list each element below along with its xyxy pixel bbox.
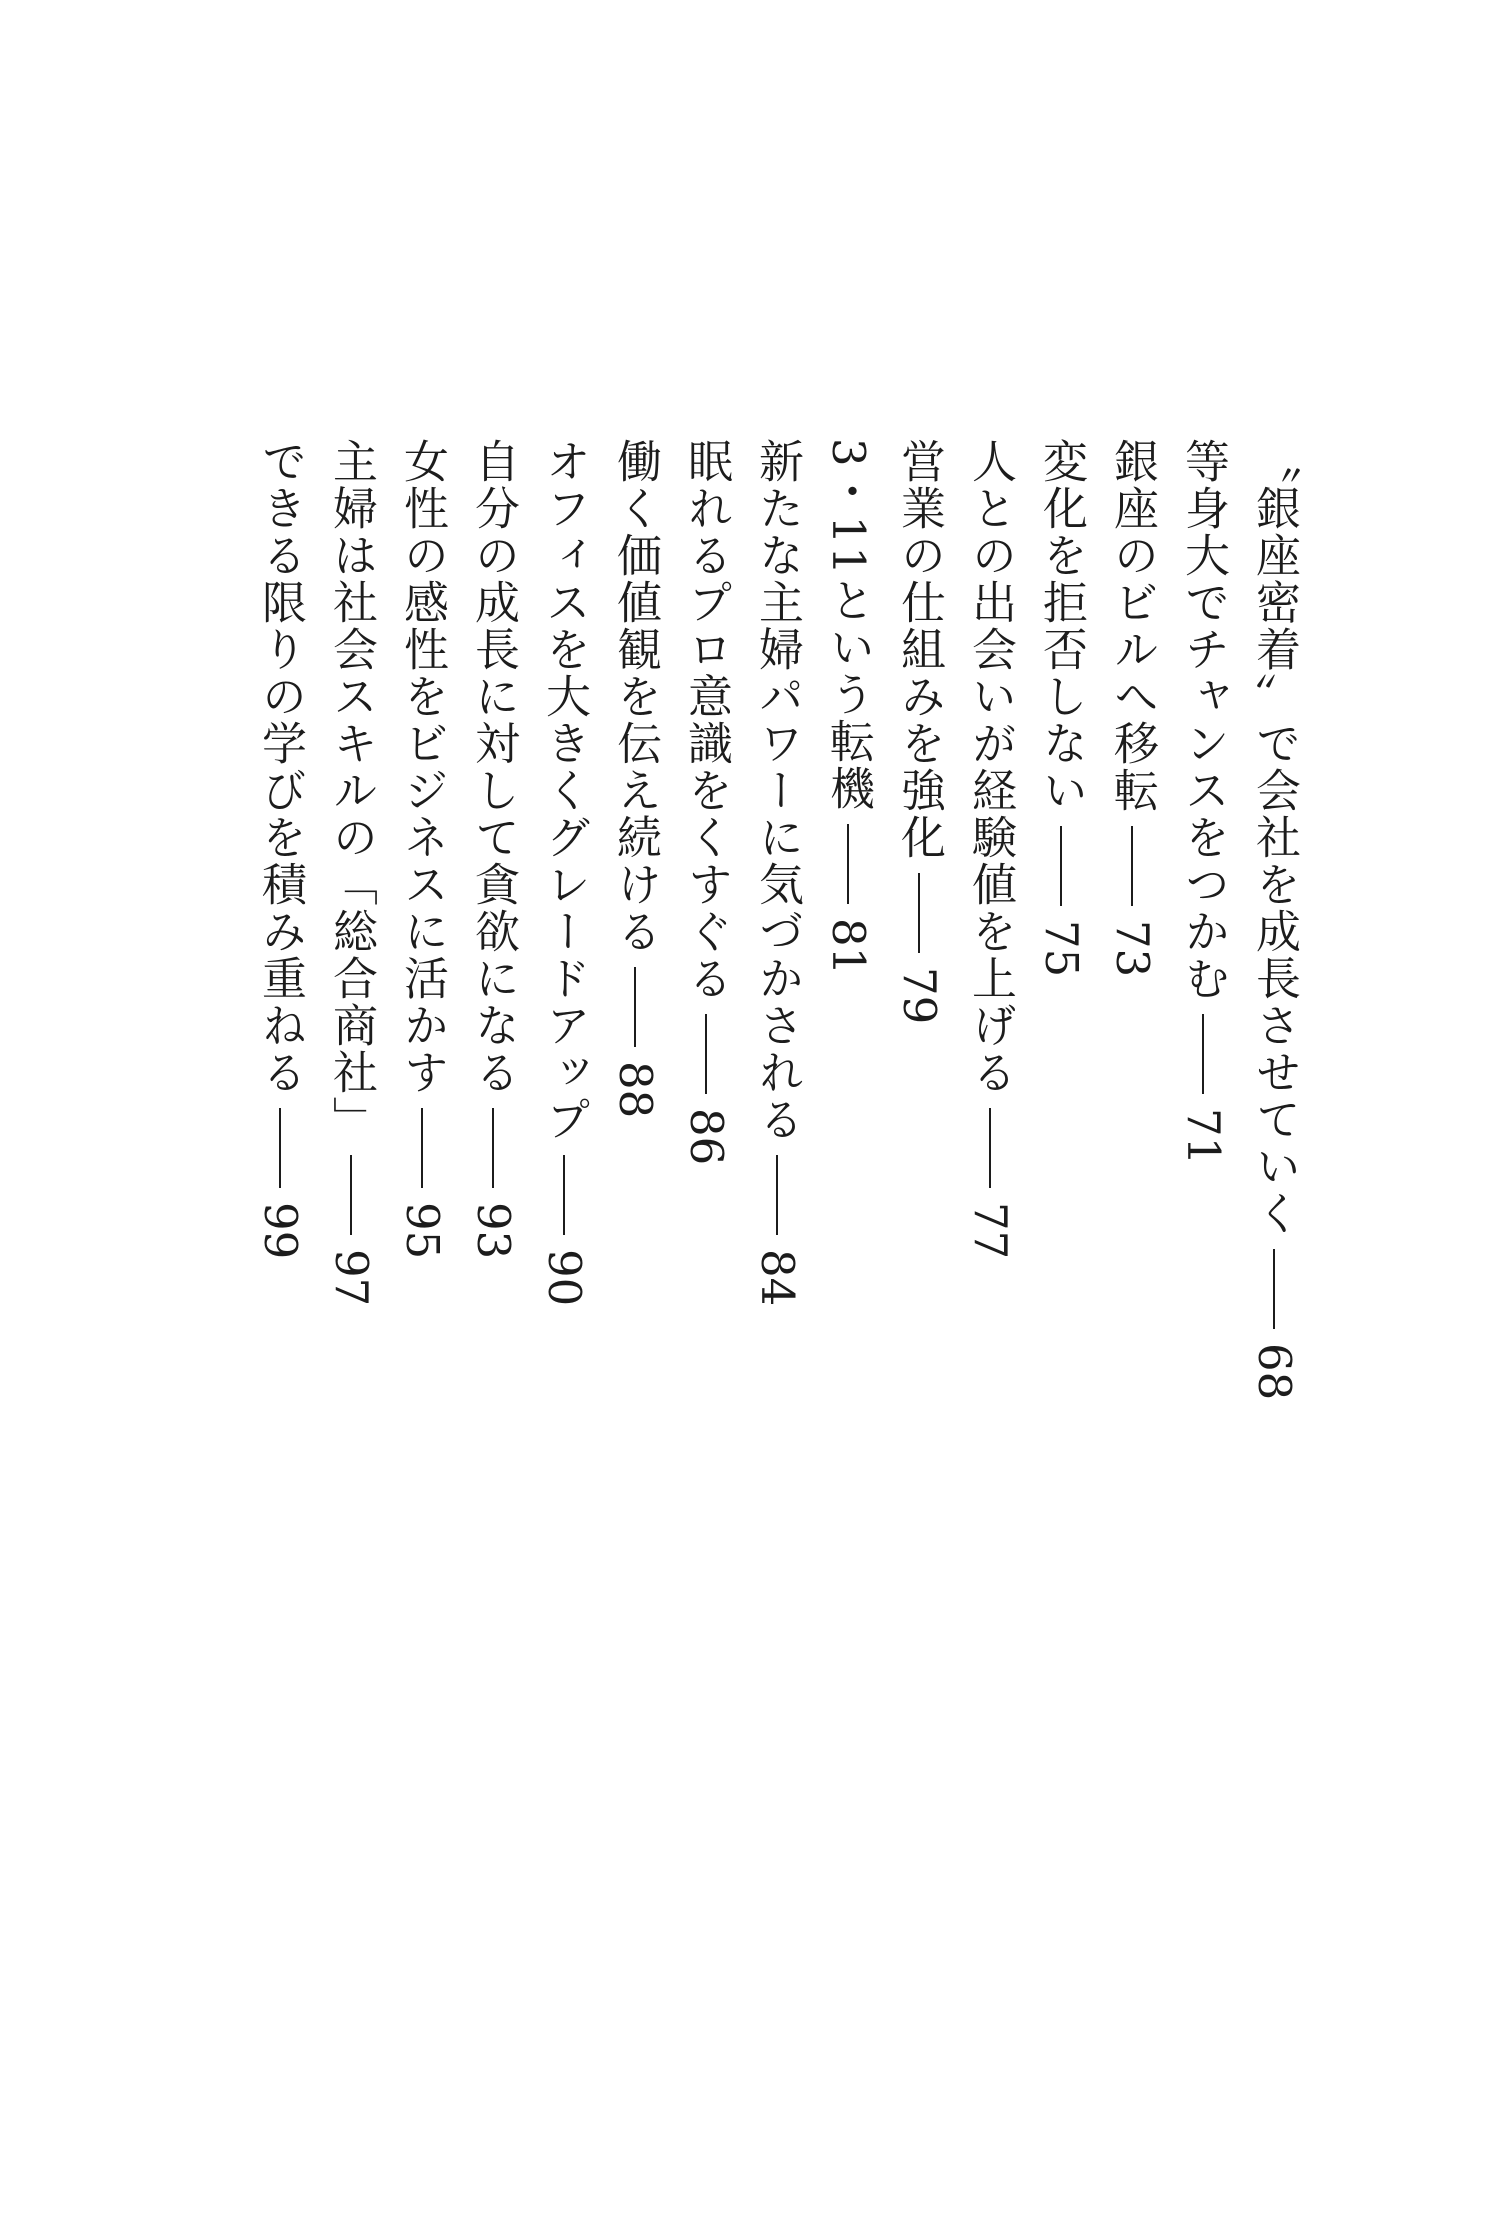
leader-dash [918,873,920,953]
leader-dash [989,1108,991,1188]
toc-entry-page: 77 [964,1202,1017,1260]
toc-entry-page: 73 [1106,920,1159,978]
toc-entry [893,438,946,1400]
leader-dash [634,967,636,1047]
leader-dash [1202,1014,1204,1094]
toc-entry-page: 93 [467,1202,520,1260]
toc-entry-title: できる限りの学びを積み重ねる [254,438,307,1096]
toc-entry-page: 88 [609,1061,662,1119]
toc-entry-title: 変化を拒否しない [1035,438,1088,814]
toc-entry-page: 90 [538,1249,591,1307]
toc-entry-page: 71 [1177,1108,1230,1166]
toc-entry [538,438,591,1400]
toc-entry-page: 75 [1035,920,1088,978]
toc-entry [325,438,378,1400]
toc-entry [680,438,733,1400]
toc-entry-title: 自分の成長に対して貪欲になる [467,438,520,1096]
leader-dash [776,1155,778,1235]
toc-entry-title: オフィスを大きくグレードアップ [538,438,591,1143]
leader-dash [492,1108,494,1188]
toc-entry [1035,438,1088,1400]
toc-entry-page: 95 [396,1202,449,1260]
toc-entry-title: 〝銀座密着〟で会社を成長させていく [1248,438,1301,1237]
toc-entry [396,438,449,1400]
toc-entry [751,438,804,1400]
toc-entry-title: 女性の感性をビジネスに活かす [396,438,449,1096]
toc-entry-page: 86 [680,1108,733,1166]
toc-entry-page: 68 [1248,1343,1301,1401]
toc-entry-page: 79 [893,967,946,1025]
toc-entry [254,438,307,1400]
toc-entry [609,438,662,1400]
toc-entry-title: 等身大でチャンスをつかむ [1177,438,1230,1002]
toc-entry-page: 97 [325,1249,378,1307]
toc-entry-title: 新たな主婦パワーに気づかされる [751,438,804,1143]
toc-entry [1106,438,1159,1400]
toc-entry [1177,438,1230,1400]
leader-dash [1060,826,1062,906]
leader-dash [421,1108,423,1188]
toc-entry-title: 眠れるプロ意識をくすぐる [680,438,733,1002]
toc-entry-page: 84 [751,1249,804,1307]
table-of-contents [254,438,1301,1401]
toc-entry-page: 99 [254,1202,307,1260]
leader-dash [847,824,849,904]
toc-entry [467,438,520,1400]
toc-entry-title: 3・11という転機 [822,438,875,812]
leader-dash [279,1108,281,1188]
toc-entry-title: 人との出会いが経験値を上げる [964,438,1017,1096]
leader-dash [350,1155,352,1235]
leader-dash [563,1155,565,1235]
toc-entry-title: 銀座のビルへ移転 [1106,438,1159,814]
toc-entry-title: 営業の仕組みを強化 [893,438,946,861]
toc-entry-title: 主婦は社会スキルの「総合商社」 [325,438,378,1143]
leader-dash [1131,826,1133,906]
toc-entry [1248,438,1301,1401]
leader-dash [1273,1249,1275,1329]
leader-dash [705,1014,707,1094]
toc-entry-title: 働く価値観を伝え続ける [609,438,662,955]
toc-entry [964,438,1017,1400]
toc-entry [822,438,875,1400]
toc-entry-page: 81 [822,917,875,976]
